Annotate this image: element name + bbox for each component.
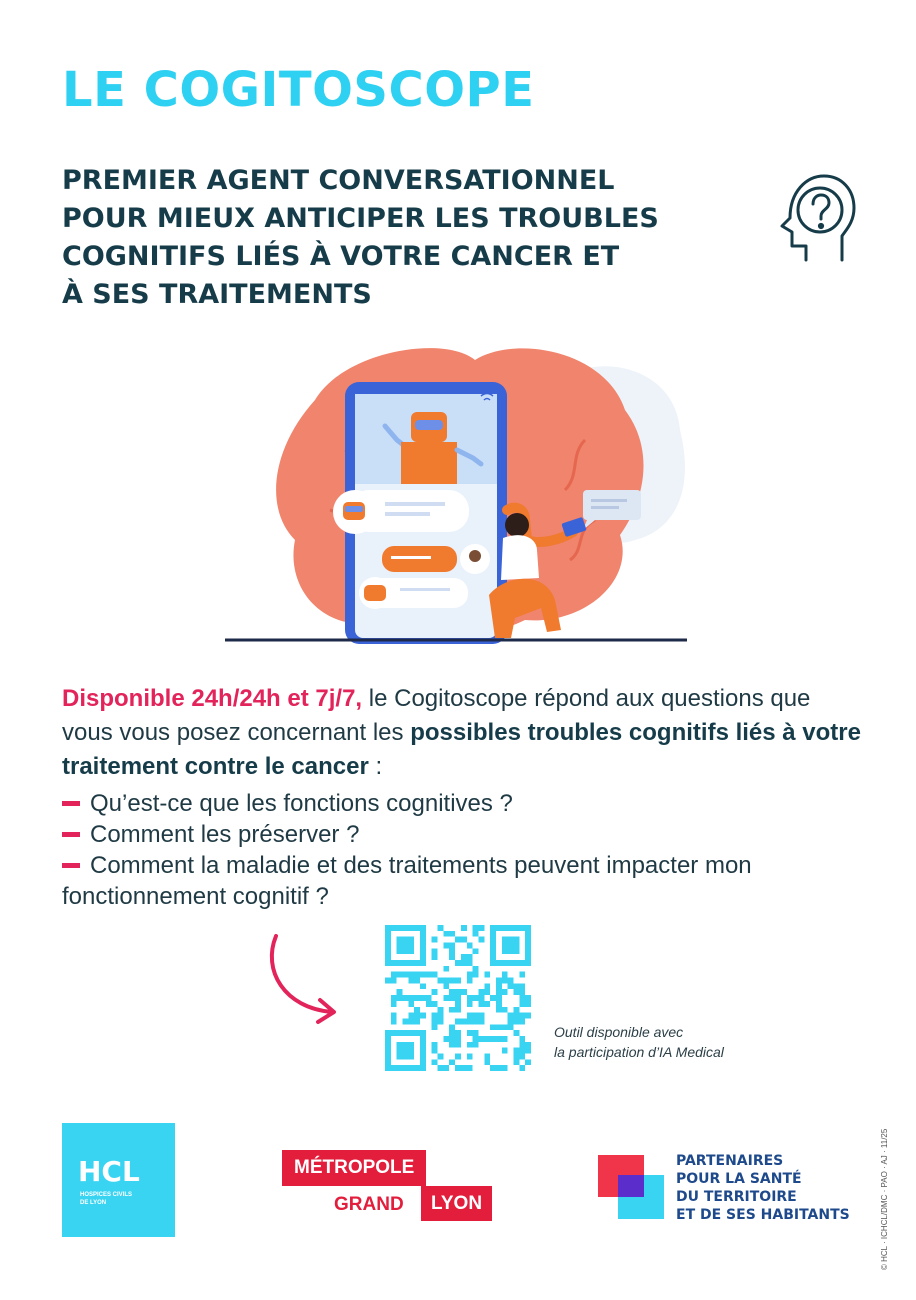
hcl-subtext-line: HOSPICES CIVILS bbox=[80, 1192, 133, 1198]
subtitle-line: POUR MIEUX ANTICIPER LES TROUBLES bbox=[62, 203, 659, 234]
subtitle-line: À SES TRAITEMENTS bbox=[62, 279, 372, 310]
note-line: la participation d’IA Medical bbox=[554, 1044, 724, 1060]
hcl-logo-text: HCL bbox=[78, 1155, 140, 1188]
partners-line: PARTENAIRES bbox=[676, 1153, 784, 1169]
metropole-logo-grand: GRAND bbox=[334, 1194, 404, 1215]
list-item bbox=[62, 850, 862, 912]
subtitle-line: COGNITIFS LIÉS À VOTRE CANCER ET bbox=[62, 241, 620, 272]
questions-list bbox=[62, 788, 862, 912]
hcl-logo bbox=[62, 1123, 175, 1237]
participation-note bbox=[554, 1022, 724, 1062]
dash-icon bbox=[62, 801, 80, 806]
subtitle-line: PREMIER AGENT CONVERSATIONNEL bbox=[62, 165, 615, 196]
list-item bbox=[62, 788, 862, 819]
dash-icon bbox=[62, 832, 80, 837]
list-item bbox=[62, 819, 862, 850]
metropole-logo-top: MÉTROPOLE bbox=[282, 1150, 426, 1186]
hcl-logo-subtext bbox=[80, 1191, 132, 1207]
intro-bold: possibles troubles cognitifs liés à votre traitement contre le cancer bbox=[62, 719, 861, 780]
metropole-logo-lyon: LYON bbox=[421, 1186, 492, 1221]
intro-text: le Cogitoscope répond aux questions que vous vous posez concernant les bbox=[62, 685, 811, 746]
note-line: Outil disponible avec bbox=[554, 1024, 684, 1040]
partners-line: DU TERRITOIRE bbox=[676, 1189, 797, 1205]
dash-icon bbox=[62, 863, 80, 868]
arrow-icon bbox=[262, 930, 352, 1025]
page-subtitle bbox=[62, 162, 742, 314]
chatbot-illustration bbox=[225, 340, 695, 645]
question-text: Comment les préserver ? bbox=[90, 821, 360, 848]
partners-line: POUR LA SANTÉ bbox=[676, 1171, 802, 1187]
page-title: LE COGITOSCOPE bbox=[62, 62, 535, 118]
side-credit: © HCL · ICHCL/DMC · PAO · AJ · 11/25 bbox=[880, 1128, 889, 1270]
hcl-subtext-line: DE LYON bbox=[80, 1200, 107, 1206]
question-text: Comment la maladie et des traitements peuvent impacter mon fonctionnement cognitif ? bbox=[62, 852, 752, 910]
availability-highlight: Disponible 24h/24h et 7j/7, bbox=[62, 685, 363, 712]
head-question-icon bbox=[762, 168, 858, 264]
partners-logo-icon bbox=[598, 1155, 664, 1219]
intro-paragraph bbox=[62, 682, 862, 784]
partners-line: ET DE SES HABITANTS bbox=[676, 1207, 850, 1223]
qr-code[interactable] bbox=[385, 925, 531, 1071]
partners-text bbox=[676, 1152, 850, 1224]
question-text: Qu’est-ce que les fonctions cognitives ? bbox=[90, 790, 513, 817]
intro-text-end: : bbox=[368, 753, 383, 780]
